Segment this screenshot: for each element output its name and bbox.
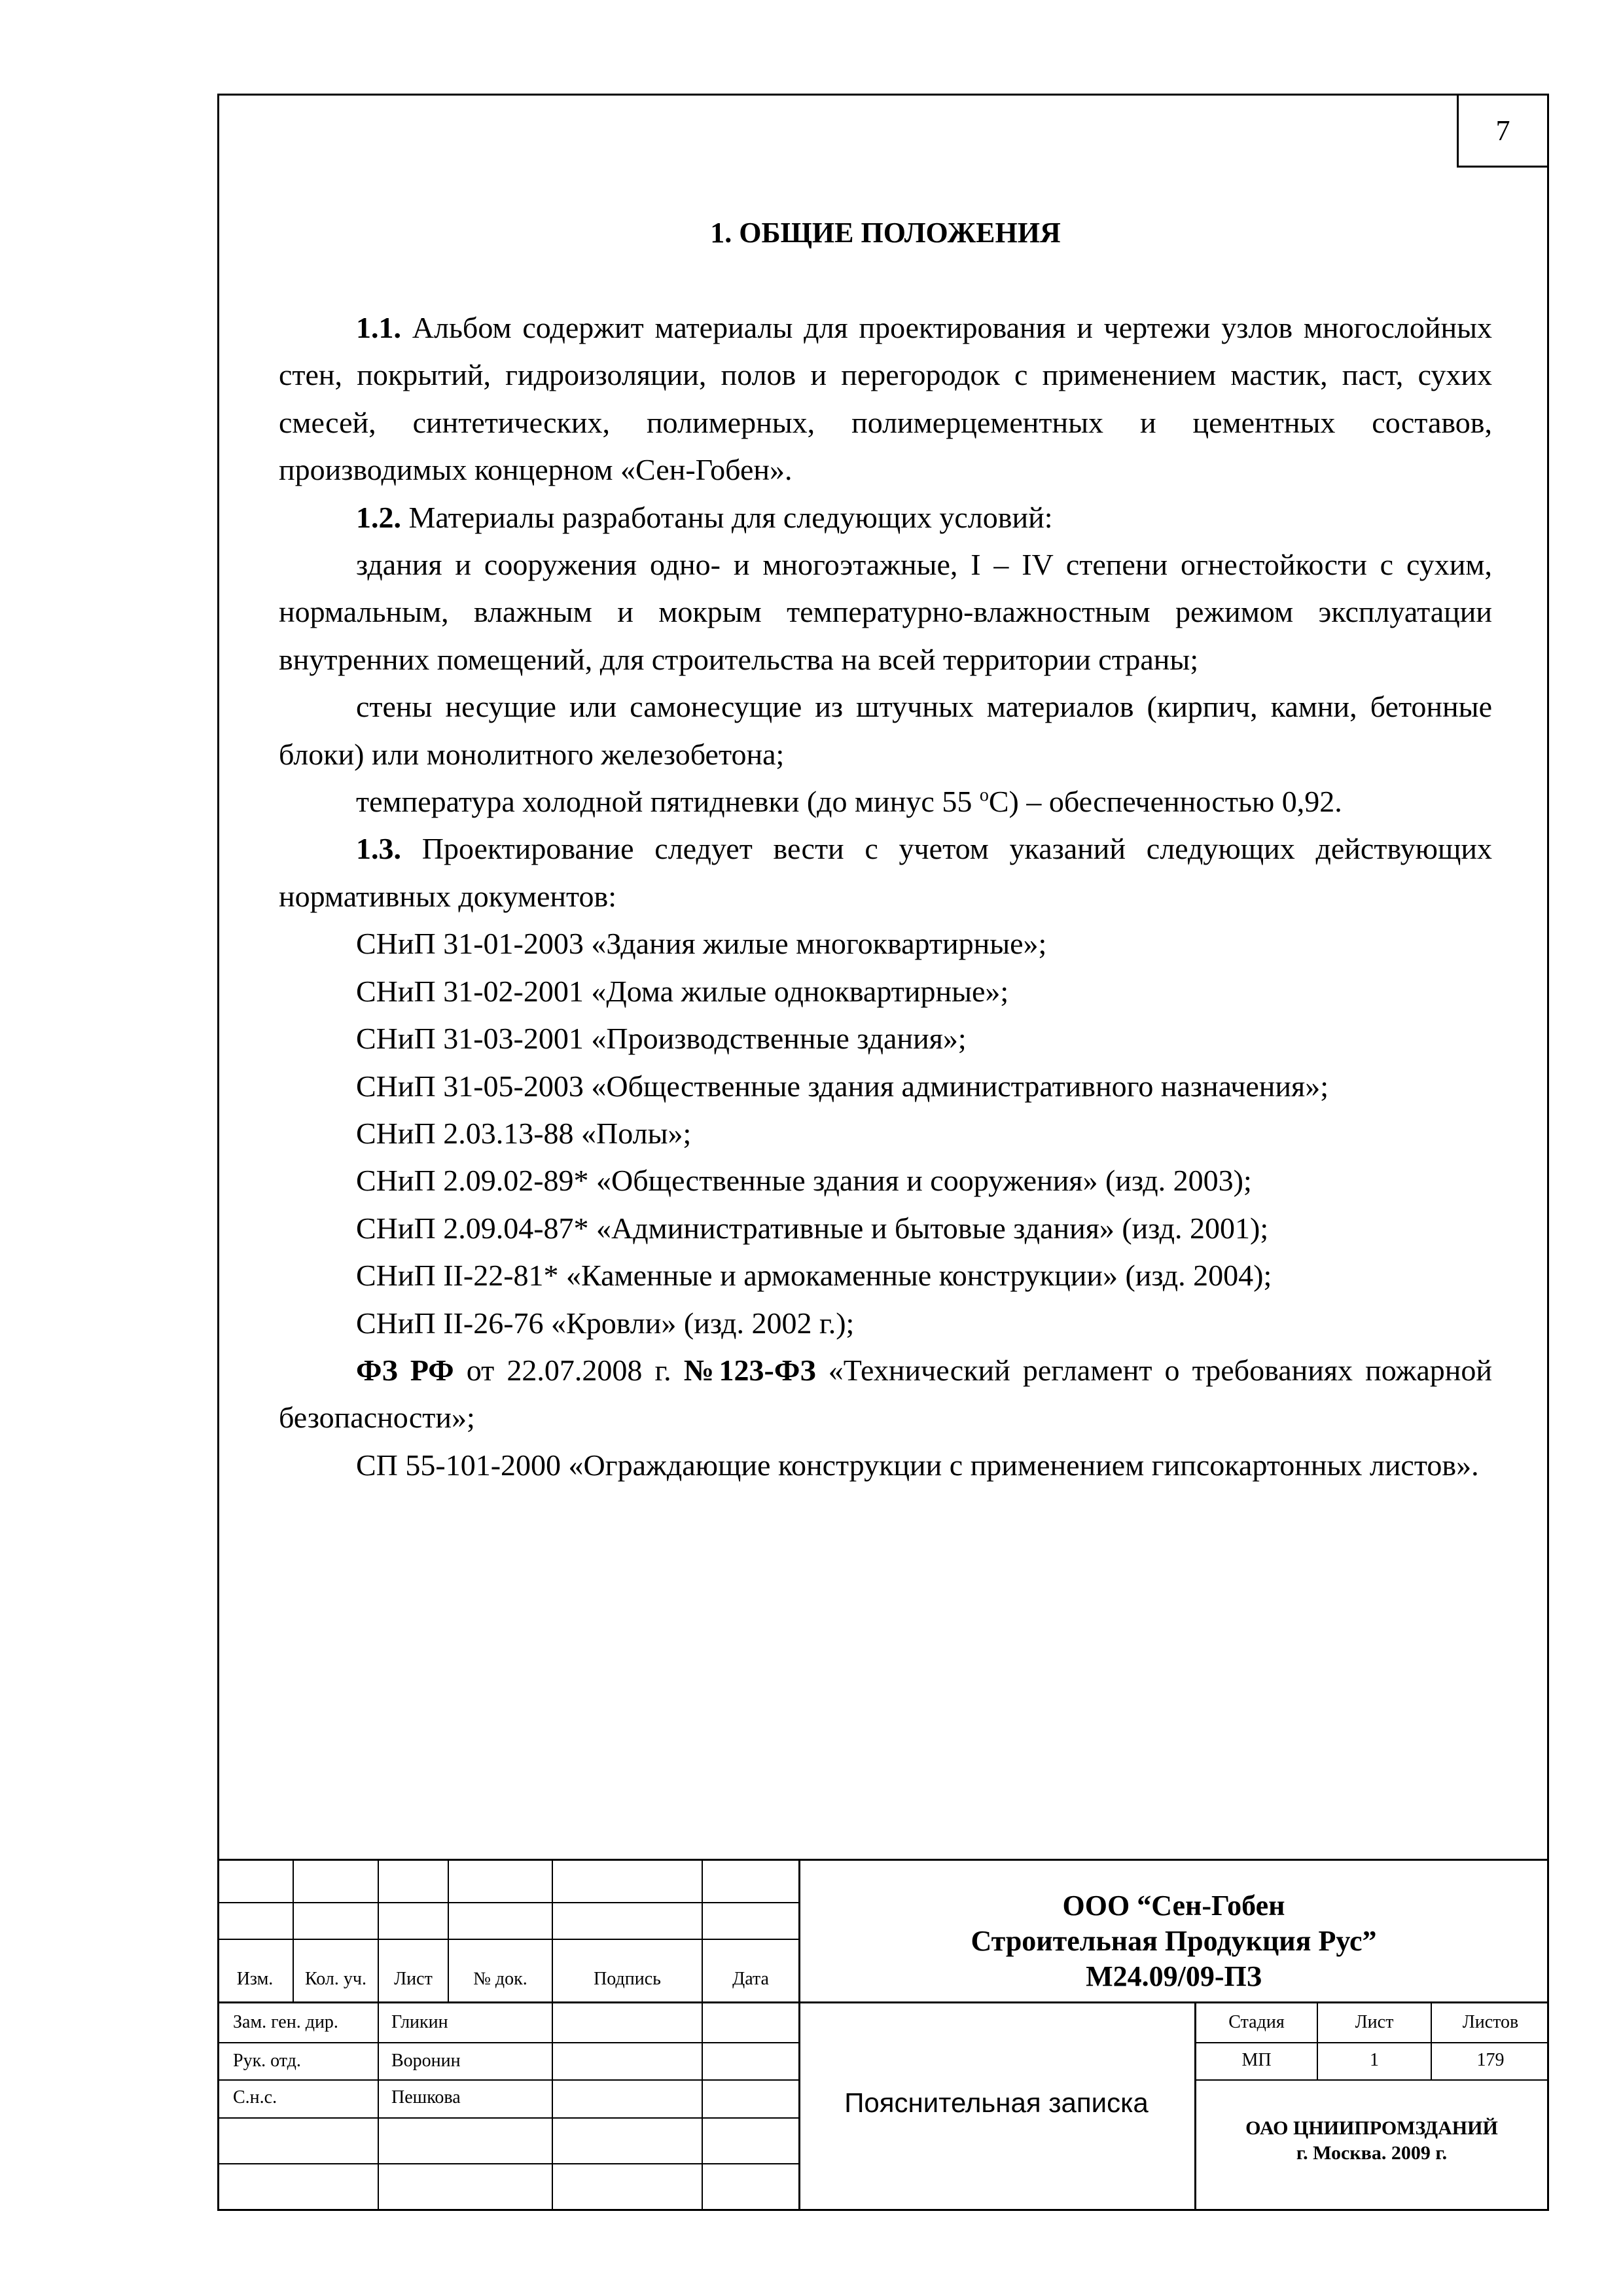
temperature-text-end: С) – обеспеченностью 0,92. — [988, 785, 1342, 819]
temperature-text: температура холодной пятидневки (до минус 55 — [356, 785, 980, 819]
body-text — [279, 304, 1492, 1489]
role-senior-researcher: С.н.с. — [233, 2087, 277, 2108]
header-list: Лист — [394, 1969, 433, 1989]
paragraph-1-1 — [279, 304, 1492, 494]
clause-number: 1.1. — [356, 311, 401, 344]
sheets-label: Листов — [1462, 2012, 1519, 2032]
doc-sp-55-101: СП 55-101-2000 «Ограждающие конструкции с применением гипсокартонных листов». — [356, 1448, 1479, 1482]
fz-number: №123-ФЗ — [683, 1353, 816, 1387]
tb-line — [1194, 2042, 1549, 2043]
clause-text: Материалы разработаны для следующих условий: — [401, 500, 1053, 534]
clause-number: 1.2. — [356, 500, 401, 534]
page-number: 7 — [1457, 94, 1549, 168]
organization-block — [798, 1888, 1549, 1994]
tb-line — [217, 1902, 798, 1903]
org-line-1: ООО “Сен-Гобен — [1062, 1890, 1285, 1922]
clause-number: 1.3. — [356, 832, 401, 866]
tb-line — [217, 2001, 1549, 2003]
document-title: Пояснительная записка — [844, 2087, 1149, 2118]
doc-snip-2-03-13: СНиП 2.03.13-88 «Полы»; — [356, 1116, 692, 1150]
tb-line — [217, 2117, 798, 2119]
sheets-value: 179 — [1476, 2050, 1505, 2070]
name-voronin: Воронин — [391, 2051, 461, 2071]
name-peshkova: Пешкова — [391, 2087, 461, 2108]
author-block — [1194, 2116, 1549, 2166]
tb-line — [217, 1939, 798, 1940]
author-line-2: г. Москва. 2009 г. — [1296, 2142, 1448, 2164]
clause-text: Альбом содержит материалы для проектирования и чертежи узлов многослойных стен, покрытий, гидроизоляции, полов и перегородок с применением мастик, паст, сухих смесей, синтетических, полимерных, полимерцементных и цементных составов, производимых концерном «Сен-Гобен». — [279, 311, 1492, 487]
header-izm: Изм. — [236, 1969, 274, 1989]
header-data: Дата — [732, 1969, 769, 1989]
fz-date: от 22.07.2008 г. — [454, 1353, 684, 1387]
doc-snip-2-09-02: СНиП 2.09.02-89* «Общественные здания и сооружения» (изд. 2003); — [356, 1164, 1252, 1198]
paragraph-1-2 — [279, 494, 1492, 541]
tb-line — [217, 2079, 798, 2081]
section-title: 1. ОБЩИЕ ПОЛОЖЕНИЯ — [710, 217, 1061, 249]
fz-label: ФЗ РФ — [356, 1353, 454, 1387]
tb-line — [552, 1859, 553, 2211]
doc-fz-123 — [279, 1347, 1492, 1442]
tb-line — [217, 1859, 1549, 1861]
author-line-1: ОАО ЦНИИПРОМЗДАНИЙ — [1245, 2117, 1498, 2139]
doc-snip-ii-22-81: СНиП II-22-81* «Каменные и армокаменные конструкции» (изд. 2004); — [356, 1259, 1272, 1293]
tb-line — [378, 1859, 379, 2211]
doc-snip-31-02: СНиП 31-02-2001 «Дома жилые одноквартирные»; — [356, 974, 1009, 1008]
role-dept-head: Рук. отд. — [233, 2051, 301, 2071]
tb-line — [217, 2042, 798, 2043]
doc-snip-31-03: СНиП 31-03-2001 «Производственные здания»; — [356, 1022, 967, 1056]
doc-snip-31-05: СНиП 31-05-2003 «Общественные здания административного назначения»; — [356, 1069, 1329, 1103]
doc-code: М24.09/09-ПЗ — [1086, 1960, 1262, 1992]
condition-walls: стены несущие или самонесущие из штучных материалов (кирпич, камни, бетонные блоки) или монолитного железобетона; — [279, 690, 1492, 771]
doc-snip-2-09-04: СНиП 2.09.04-87* «Административные и бытовые здания» (изд. 2001); — [356, 1211, 1269, 1245]
doc-snip-31-01: СНиП 31-01-2003 «Здания жилые многоквартирные»; — [356, 927, 1047, 961]
degree-sign: о — [979, 785, 989, 806]
name-glikin: Гликин — [391, 2012, 448, 2032]
condition-temperature — [279, 778, 1492, 825]
fz-title: «Технический регламент о требованиях пожарной безопасности»; — [279, 1353, 1492, 1435]
sheet-label: Лист — [1355, 2012, 1394, 2032]
stage-value: МП — [1241, 2050, 1272, 2070]
doc-snip-ii-26-76: СНиП II-26-76 «Кровли» (изд. 2002 г.); — [356, 1306, 855, 1340]
paragraph-1-3 — [279, 825, 1492, 920]
sheet-value: 1 — [1370, 2050, 1379, 2070]
org-line-2: Строительная Продукция Рус” — [971, 1925, 1377, 1957]
tb-line — [1194, 2079, 1549, 2081]
condition-buildings: здания и сооружения одно- и многоэтажные, I – IV степени огнестойкости с сухим, нормальным, влажным и мокрым температурно-влажностным режимом эксплуатации внутренних помещений, для строительства на всей территории страны; — [279, 548, 1492, 676]
stage-label: Стадия — [1228, 2012, 1285, 2032]
clause-text: Проектирование следует вести с учетом указаний следующих действующих нормативных документов: — [279, 832, 1492, 913]
header-kol-uch: Кол. уч. — [305, 1969, 366, 1989]
tb-line — [702, 1859, 703, 2211]
role-deputy-director: Зам. ген. дир. — [233, 2012, 338, 2032]
header-podpis: Подпись — [594, 1969, 661, 1989]
header-n-dok: № док. — [473, 1969, 527, 1989]
tb-line — [217, 2163, 798, 2164]
